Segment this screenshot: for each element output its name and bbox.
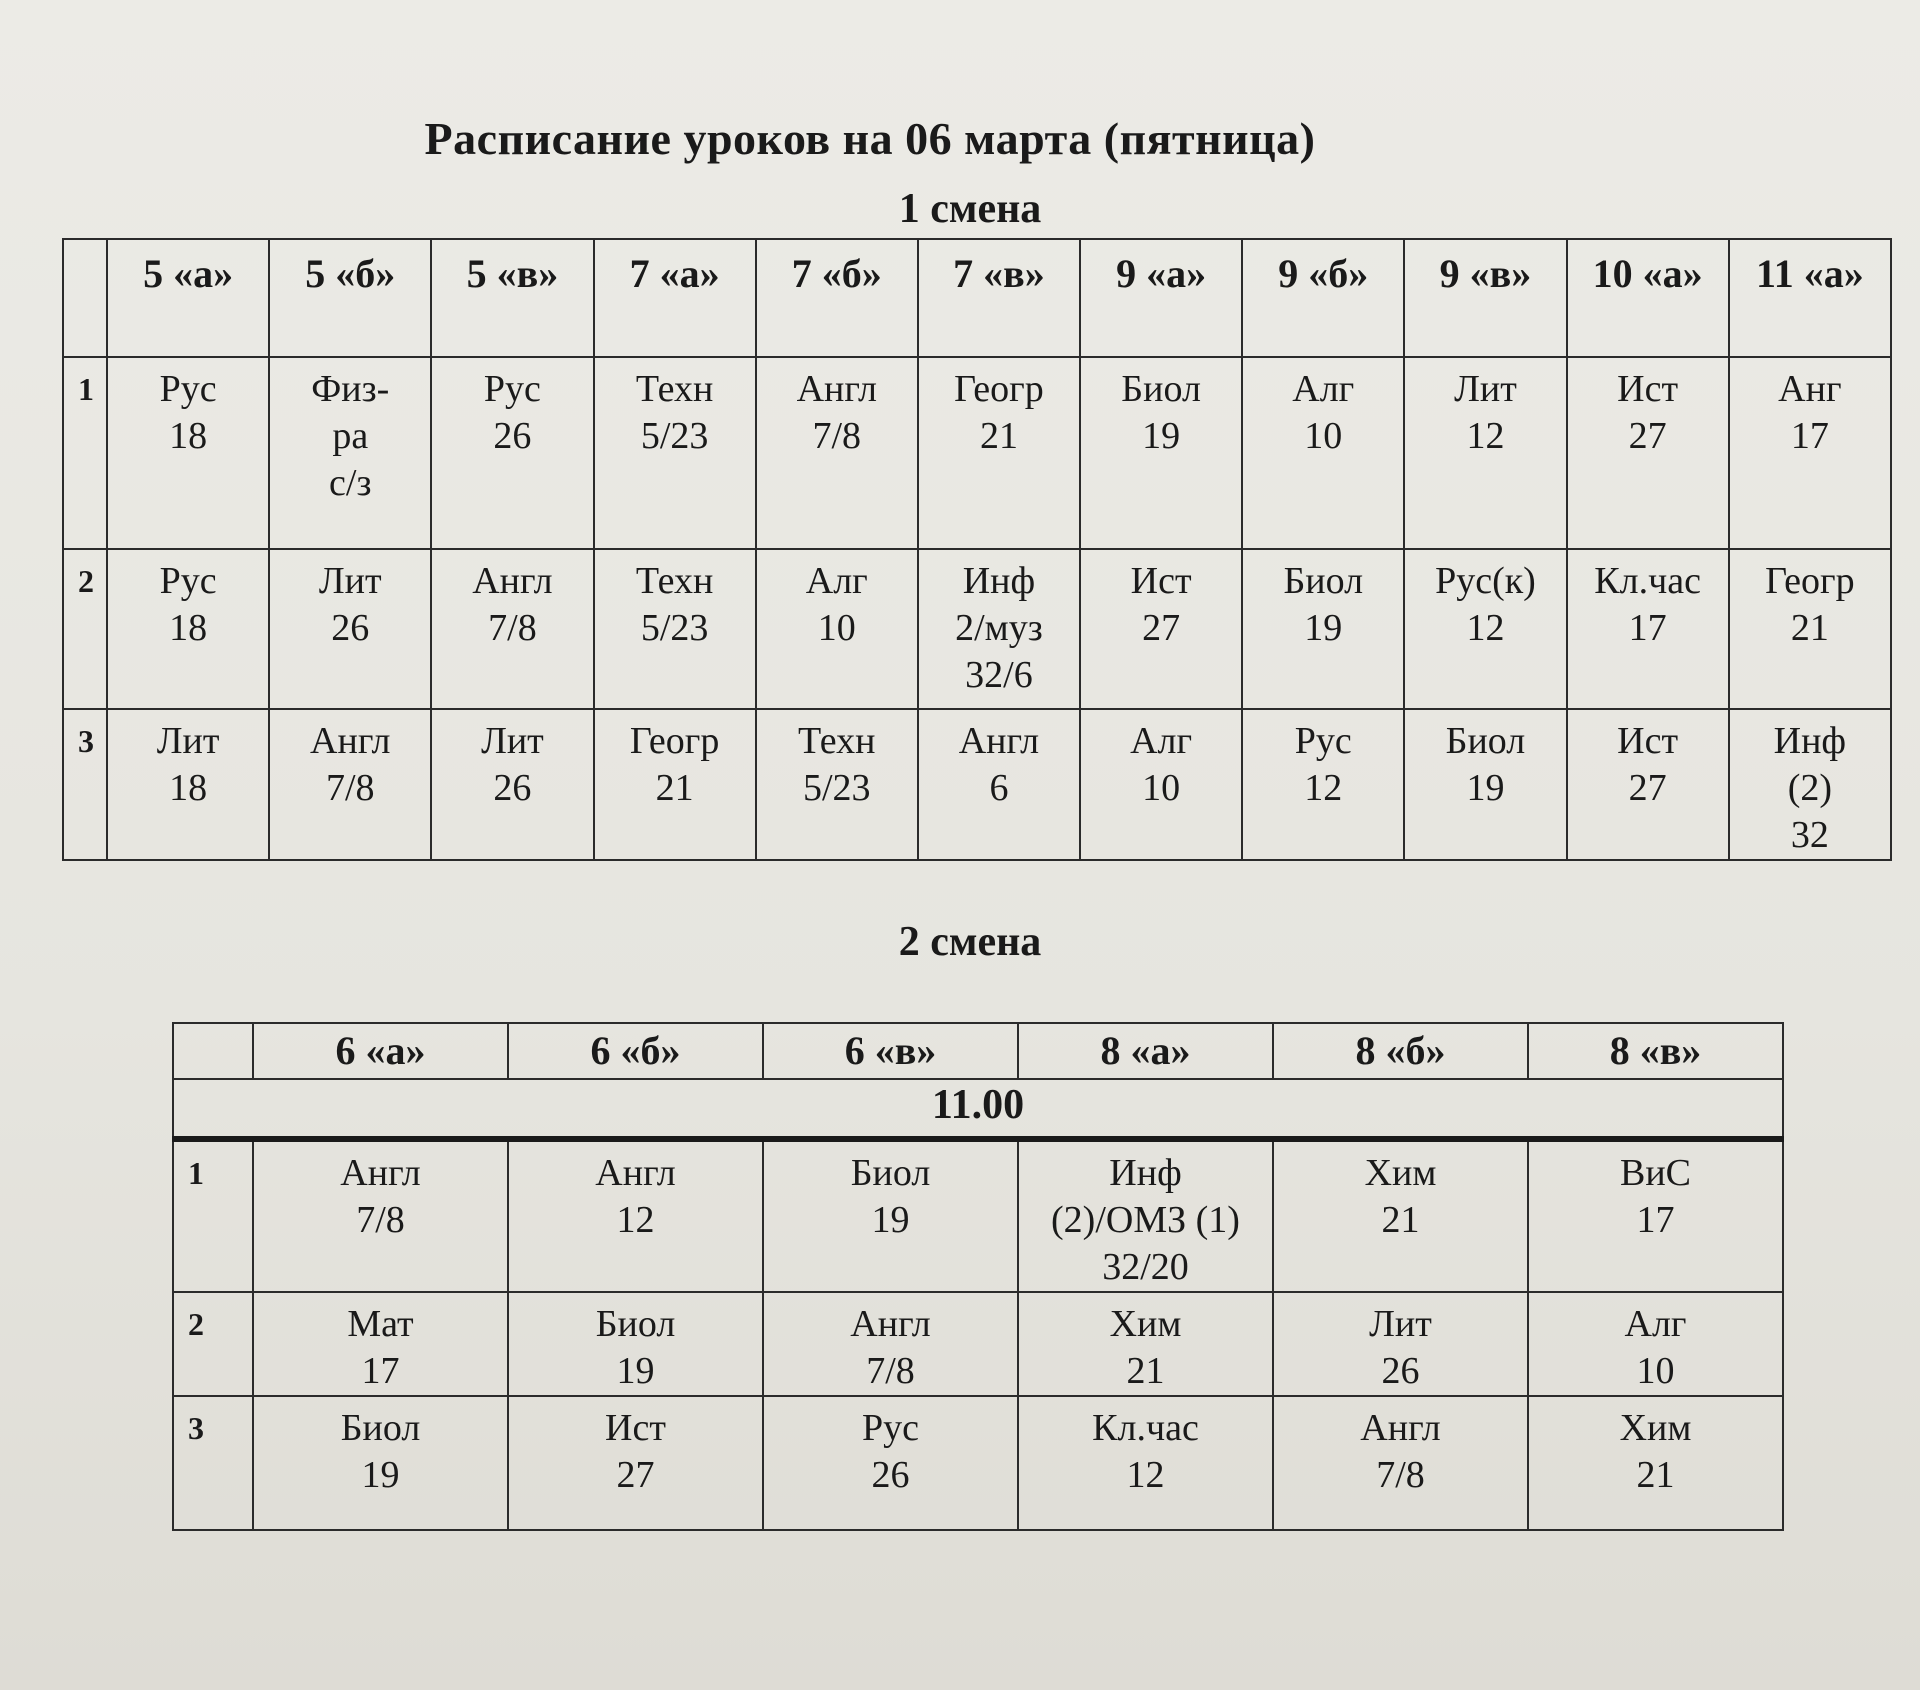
lesson-cell [756, 709, 918, 860]
subject-name: Кл.час [1594, 560, 1701, 602]
lesson-cell [756, 357, 918, 549]
lesson-cell [107, 357, 269, 549]
subject-name: Техн [798, 720, 876, 762]
lesson-number: 1 [63, 357, 107, 549]
lesson-cell [508, 1139, 763, 1292]
lesson-cell [269, 709, 431, 860]
lesson-number: 2 [173, 1292, 253, 1396]
room-info: 5/23 [640, 415, 709, 457]
class-header: 9 «в» [1404, 239, 1566, 357]
subject-name: Инф [962, 560, 1036, 602]
room-info: 32/6 [965, 654, 1033, 696]
subject-name: Мат [347, 1303, 414, 1345]
subject-name: Техн [635, 560, 714, 602]
subject-name: Биол [850, 1152, 931, 1194]
room-info: 12 [1304, 767, 1343, 809]
shift2-schedule-table [172, 1022, 1784, 1531]
subject-name: Хим [1109, 1303, 1182, 1345]
shift1-schedule-table [62, 238, 1892, 861]
room-info: 17 [1628, 607, 1667, 649]
room-info: с/з [329, 462, 372, 504]
lesson-cell [107, 549, 269, 709]
room-info: 17 [1636, 1199, 1675, 1241]
start-time: 11.00 [173, 1079, 1783, 1139]
room-info: 17 [1790, 415, 1829, 457]
room-info: 19 [1466, 767, 1505, 809]
subject-name: Англ [1360, 1407, 1441, 1449]
shift1-body [63, 357, 1891, 860]
subject-name: Техн [635, 368, 714, 410]
shift2-header-row [173, 1023, 1783, 1079]
lesson-cell [269, 357, 431, 549]
subject-name: Англ [796, 368, 877, 410]
lesson-cell [918, 709, 1080, 860]
room-info: 21 [1381, 1199, 1420, 1241]
lesson-cell [1018, 1396, 1273, 1530]
room-info: 10 [1636, 1350, 1675, 1392]
shift2-body [173, 1139, 1783, 1530]
lesson-cell [594, 709, 756, 860]
lesson-cell [431, 357, 593, 549]
room-info: 27 [1142, 607, 1181, 649]
room-info: 7/8 [325, 767, 375, 809]
class-header: 7 «а» [594, 239, 756, 357]
lesson-cell [1528, 1292, 1783, 1396]
room-info: 19 [616, 1350, 655, 1392]
room-info: 21 [1126, 1350, 1165, 1392]
lesson-cell [431, 709, 593, 860]
lesson-number: 1 [173, 1139, 253, 1292]
lesson-cell [1273, 1292, 1528, 1396]
subject-name: Англ [340, 1152, 421, 1194]
lesson-cell [763, 1292, 1018, 1396]
class-header: 5 «в» [431, 239, 593, 357]
room-info: 19 [361, 1454, 400, 1496]
class-header: 9 «б» [1242, 239, 1404, 357]
room-info: 7/8 [812, 415, 862, 457]
class-header: 6 «а» [253, 1023, 508, 1079]
room-info: 18 [169, 415, 208, 457]
lesson-cell [1567, 549, 1729, 709]
room-info: 26 [871, 1454, 910, 1496]
room-info: 7/8 [866, 1350, 915, 1392]
subject-name: Физ- [311, 368, 390, 410]
corner-cell [63, 239, 107, 357]
lesson-cell [918, 357, 1080, 549]
subject-name: Англ [472, 560, 553, 602]
lesson-row [63, 357, 1891, 549]
subject-name: Инф [1773, 720, 1847, 762]
room-info: 12 [1466, 415, 1505, 457]
class-header: 5 «а» [107, 239, 269, 357]
subject-name: Кл.час [1092, 1407, 1199, 1449]
lesson-cell [1729, 709, 1891, 860]
room-info: 21 [655, 767, 694, 809]
lesson-cell [1567, 357, 1729, 549]
lesson-cell [508, 1292, 763, 1396]
subject-name: Хим [1364, 1152, 1437, 1194]
subject-name: Рус [159, 368, 217, 410]
lesson-cell [1528, 1396, 1783, 1530]
subject-name: Биол [340, 1407, 421, 1449]
room-info: 27 [616, 1454, 655, 1496]
subject-name: Англ [958, 720, 1040, 762]
subject-name: Анг [1778, 368, 1842, 410]
lesson-cell [1404, 709, 1566, 860]
room-info: 18 [169, 767, 208, 809]
lesson-cell [1242, 357, 1404, 549]
room-info: 27 [1628, 415, 1667, 457]
room-info: (2) [1787, 767, 1833, 809]
subject-name: Геогр [954, 368, 1044, 410]
lesson-cell [253, 1139, 508, 1292]
room-info: 26 [331, 607, 370, 649]
lesson-cell [1080, 549, 1242, 709]
class-header: 7 «б» [756, 239, 918, 357]
subject-name: Биол [1445, 720, 1526, 762]
class-header: 11 «а» [1729, 239, 1891, 357]
subject-name: Рус [1294, 720, 1352, 762]
lesson-cell [269, 549, 431, 709]
room-info: 32/20 [1102, 1246, 1189, 1288]
subject-name: Геогр [1765, 560, 1855, 602]
subject-name: Лит [481, 720, 544, 762]
lesson-row [63, 709, 1891, 860]
room-info: 27 [1628, 767, 1667, 809]
shift2-title: 2 смена [898, 919, 1042, 965]
subject-name: Ист [1617, 368, 1679, 410]
subject-name: Биол [595, 1303, 676, 1345]
subject-name: Рус(к) [1435, 560, 1536, 602]
room-info: 18 [169, 607, 208, 649]
lesson-cell [1729, 549, 1891, 709]
room-info: 7/8 [356, 1199, 405, 1241]
room-info: 7/8 [488, 607, 537, 649]
lesson-cell [508, 1396, 763, 1530]
class-header: 8 «б» [1273, 1023, 1528, 1079]
class-header: 8 «в» [1528, 1023, 1783, 1079]
room-info: 6 [989, 767, 1009, 809]
lesson-cell [594, 549, 756, 709]
subject-name: Ист [605, 1407, 666, 1449]
lesson-cell [763, 1396, 1018, 1530]
lesson-cell [1404, 549, 1566, 709]
class-header: 6 «в» [763, 1023, 1018, 1079]
subject-name: Англ [595, 1152, 676, 1194]
room-info: 12 [1126, 1454, 1165, 1496]
room-info: 5/23 [640, 607, 709, 649]
room-info: 26 [1381, 1350, 1420, 1392]
lesson-row [173, 1292, 1783, 1396]
room-info: 21 [1790, 607, 1829, 649]
lesson-row [173, 1139, 1783, 1292]
subject-name: Лит [1369, 1303, 1432, 1345]
page-title: Расписание уроков на 06 марта (пятница) [424, 113, 1316, 164]
subject-name: Рус [159, 560, 217, 602]
subject-name: Рус [483, 368, 541, 410]
subject-name: Геогр [629, 720, 720, 762]
lesson-cell [1404, 357, 1566, 549]
room-info: 19 [1142, 415, 1181, 457]
room-info: 21 [1636, 1454, 1675, 1496]
subject-name: Биол [1283, 560, 1364, 602]
lesson-cell [1242, 549, 1404, 709]
subject-name: Англ [850, 1303, 931, 1345]
room-info: 7/8 [1376, 1454, 1425, 1496]
subject-name: Англ [310, 720, 391, 762]
lesson-cell [1018, 1292, 1273, 1396]
subject-name: Биол [1121, 368, 1201, 410]
lesson-cell [756, 549, 918, 709]
room-info: 21 [979, 415, 1018, 457]
class-header: 5 «б» [269, 239, 431, 357]
room-info: 12 [1466, 607, 1505, 649]
lesson-cell [1080, 709, 1242, 860]
lesson-number: 2 [63, 549, 107, 709]
subject-name: Ист [1130, 560, 1192, 602]
lesson-cell [1273, 1139, 1528, 1292]
shift1-header-row [63, 239, 1891, 357]
room-info: 26 [493, 767, 532, 809]
subject-name: Инф [1109, 1152, 1182, 1194]
room-info: 19 [871, 1199, 910, 1241]
lesson-cell [1567, 709, 1729, 860]
lesson-cell [253, 1396, 508, 1530]
class-header: 9 «а» [1080, 239, 1242, 357]
lesson-row [173, 1396, 1783, 1530]
subject-name: Алг [1624, 1303, 1687, 1345]
room-info: ра [332, 415, 369, 457]
room-info: 19 [1304, 607, 1343, 649]
lesson-cell [1242, 709, 1404, 860]
room-info: 10 [1304, 415, 1343, 457]
subject-name: Алг [805, 560, 868, 602]
lesson-cell [763, 1139, 1018, 1292]
room-info: 32 [1790, 814, 1829, 856]
room-info: 26 [493, 415, 532, 457]
lesson-cell [107, 709, 269, 860]
room-info: 10 [1142, 767, 1181, 809]
subject-name: Алг [1292, 368, 1355, 410]
corner-cell [173, 1023, 253, 1079]
lesson-cell [253, 1292, 508, 1396]
subject-name: Лит [156, 720, 220, 762]
class-header: 6 «б» [508, 1023, 763, 1079]
lesson-cell [1273, 1396, 1528, 1530]
subject-name: Рус [862, 1407, 919, 1449]
shift1-title: 1 смена [898, 186, 1042, 232]
subject-name: Лит [1454, 368, 1517, 410]
lesson-cell [431, 549, 593, 709]
lesson-number: 3 [63, 709, 107, 860]
lesson-cell [918, 549, 1080, 709]
lesson-number: 3 [173, 1396, 253, 1530]
class-header: 10 «а» [1567, 239, 1729, 357]
subject-name: Лит [318, 560, 382, 602]
lesson-cell [1729, 357, 1891, 549]
lesson-cell [594, 357, 756, 549]
subject-name: Ист [1617, 720, 1679, 762]
room-info: 10 [817, 607, 856, 649]
subject-name: ВиС [1619, 1152, 1692, 1194]
room-info: 17 [361, 1350, 400, 1392]
lesson-cell [1528, 1139, 1783, 1292]
room-info: 12 [616, 1199, 655, 1241]
subject-name: Хим [1619, 1407, 1692, 1449]
room-info: 5/23 [802, 767, 871, 809]
room-info: 2/муз [955, 607, 1043, 649]
class-header: 7 «в» [918, 239, 1080, 357]
lesson-row [63, 549, 1891, 709]
class-header: 8 «а» [1018, 1023, 1273, 1079]
lesson-cell [1080, 357, 1242, 549]
room-info: (2)/ОМЗ (1) [1051, 1199, 1240, 1241]
start-time-row [173, 1079, 1783, 1139]
subject-name: Алг [1130, 720, 1193, 762]
lesson-cell [1018, 1139, 1273, 1292]
